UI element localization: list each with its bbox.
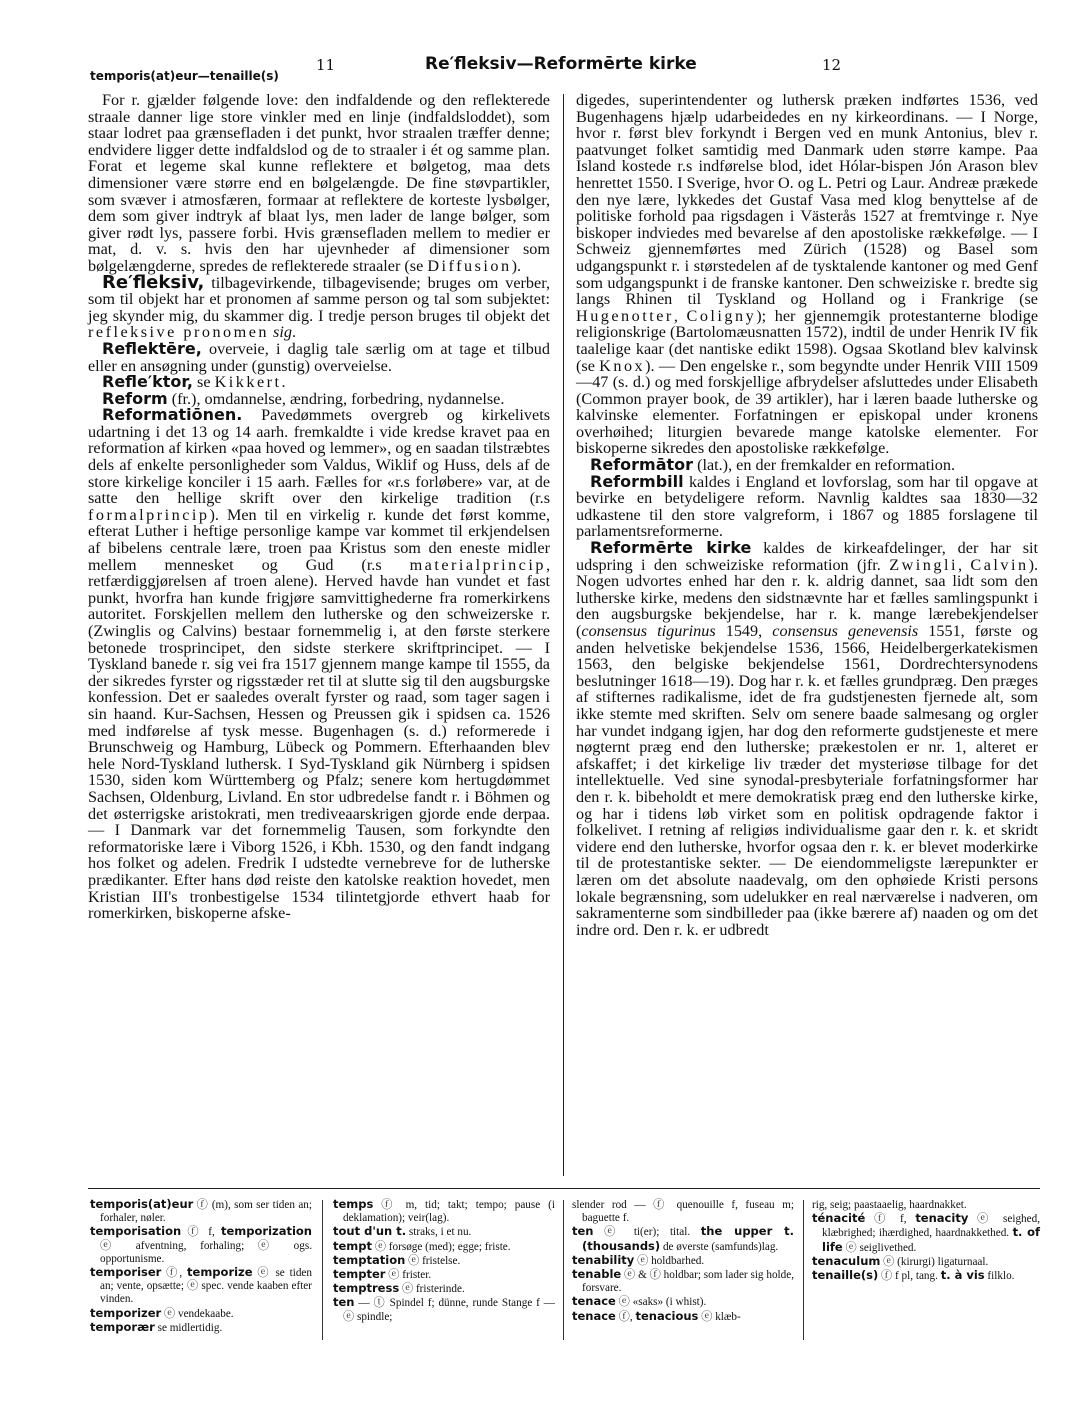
headword: Re′fleksiv, <box>102 271 205 293</box>
footnote-entry: temporær se midlertidig. <box>90 1319 223 1334</box>
footnote-entry: temptation ⓔ fristelse. <box>333 1252 461 1267</box>
headword: Reformātor <box>590 455 694 475</box>
footnote-entry: temporiser ⓕ, temporize ⓔ se tiden an; vente, opsætte; ⓔ spec. vende kaaben efter vinden. <box>90 1265 312 1306</box>
footnote-entry: ten ⓔ ti(er); tital. the upper t. (thousands) de øverste (samfunds)lag. <box>572 1224 794 1253</box>
catchword: temporis(at)eur—tenaille(s) <box>90 69 279 83</box>
footnote-entry: temptress ⓔ fristerinde. <box>333 1281 465 1296</box>
headword: Reformērte kirke <box>590 538 752 558</box>
page-number-left: 11 <box>316 56 336 74</box>
footnote-entry: temporisation ⓕ f, temporization ⓔ afventning, forhaling; ⓔ ogs. opportunisme. <box>90 1224 312 1265</box>
footnote-column-2 <box>333 1198 555 1324</box>
headword: Reform <box>102 388 168 408</box>
entry-reflektor: Refle′ktor, se Kikkert. <box>102 372 286 392</box>
footnote-entry: tempter ⓔ frister. <box>333 1267 432 1282</box>
footnote-column-4 <box>812 1198 1040 1283</box>
cross-reference: Coligny <box>686 306 757 325</box>
cross-reference: Zwingli <box>889 555 958 574</box>
entry-continuation: digedes, superintendenter og luthersk præken indførtes 1536, ved Bugenhagens hjælp udarbeidedes en ny kirkeordinans. — I Norge, hvor r. først blev forkyndt i Bergen ved en munk Antonius, blev r. paatvunget folket samtidig med Danmark uden større kampe. Paa Island kostede r.s indførelse blod, idet Hólar-bispen Jón Arason blev henrettet 1550. I Sverige, hvor O. og L. Petri og Laur. Andreæ prækede den nye lære, lykkedes det Gustaf Vasa med klog benyttelse af de politiske forhold paa rigsdagen i Västerås 1527 at fremtvinge r. Nye biskoper indviedes med bevarelse af den apostoliske rækkefølge. — I Schweiz gjennemførtes med Zürich (1528) og Basel som udgangspunkt r. i størstedelen af de tysktalende kantoner og med Genf som udgangspunkt i de franske kantoner. Den schweiziske r. bredte sig langs Rhinen til Tyskland og Holland og i Frankrige (se Hugenotter, Coligny); her gjennemgik protestanterne blodige religionskrige (Bartolomæusnatten 1572), indtil de under Henrik IV fik taalelige kaar (det nantiske edikt 1598). Ogsaa Skotland blev kalvinsk (se Knox). — Den engelske r., som begyndte under Henrik VIII 1509—47 (s. d.) og med forskjellige afbrydelser afsluttedes under Elisabeth (Common prayer book, de 39 artikler), har i læren baade lutherske og kalvinske elementer. Forfatningen er episkopal under kronens overhøihed; liturgien bevarede mange katolske elementer. For biskoperne sikredes den apostoliske rækkefølge. <box>576 91 1039 458</box>
footnote-entry: temporizer ⓔ vendekaabe. <box>90 1305 234 1320</box>
term: materialprincip <box>409 555 546 574</box>
footnote-entry: temporis(at)eur ⓕ (m), som ser tiden an; forhaler, nøler. <box>90 1197 312 1225</box>
entry-reformator: Reformātor (lat.), en der fremkalder en reformation. <box>590 455 956 475</box>
entry-reflektere: Reflektēre, overveie, i daglig tale særlig om at tage et tilbud eller en ansøgning under (gunstig) overveielse. <box>88 338 550 375</box>
footnote-column-1 <box>90 1198 312 1335</box>
page-number-right: 12 <box>822 56 842 74</box>
footnote-entry: ten — ⓣ Spindel f; dünne, runde Stange f — ⓔ spindle; <box>333 1295 555 1323</box>
footnote-divider <box>803 1200 804 1340</box>
footnote-entry: tenace ⓔ «saks» (i whist). <box>572 1294 707 1309</box>
term: formalprincip <box>88 505 210 524</box>
entry-reform: Reform (fr.), omdannelse, ændring, forbedring, nydannelse. <box>102 388 505 408</box>
footnote-entry: tenable ⓔ & ⓕ holdbar; som lader sig holde, forsvare. <box>572 1267 794 1295</box>
cross-reference: Kikkert <box>214 373 282 392</box>
running-head: Re′fleksiv—Reformērte kirke <box>425 54 697 74</box>
entry-continuation: For r. gjælder følgende love: den indfaldende og den reflekterede straale danner lige store vinkler med en linje (indfaldsloddet), som staar lodret paa grænsefladen i det punkt, hvor straalen træffer denne; endvidere ligger dette indfaldslod og de to straaler i ét og samme plan. Forat et legeme skal kunne reflektere et bølgetog, maa dets dimensioner være større end en bølgelængde. De fine støvpartikler, som svæver i atmosfæren, formaar at reflektere de korteste lysbølger, dem som giver indtryk af blaat lys, men lader de lange bølger, som giver rødt lys, passere forbi. Hvis grænsefladen mellem to medier er mat, d. v. s. hvis den har ujevnheder af dimensioner som bølgelængderne, spredes de reflekterede straaler (se Diffusion). <box>88 91 550 275</box>
left-column <box>88 92 550 922</box>
headword: Reformbill <box>590 471 684 491</box>
headword: Refle′ktor, <box>102 372 193 392</box>
headword: Reformatiōnen. <box>102 405 243 425</box>
cross-reference: refleksive pronomen <box>88 323 269 342</box>
entry-reformbill: Reformbill kaldes i England et lovforslag, som har til opgave at bevirke en betydeligere reform. Navnlig kaldtes saa 1830—32 udkastene til den store valgreform, i 1867 og 1885 forslagene til parlamentsreformerne. <box>576 471 1038 541</box>
column-divider <box>563 94 564 1176</box>
footnote-entry: slender rod — ⓕ quenouille f, fuseau m; baguette f. <box>572 1199 794 1225</box>
footnote-entry: ténacité ⓕ f, tenacity ⓔ seighed, klæbrighed; ihærdighed, haardnakkethed. t. of life ⓔ seiglivethed. <box>812 1211 1040 1254</box>
cross-reference: Knox <box>599 356 646 375</box>
footnote-column-3 <box>572 1198 794 1324</box>
footnote-entry: temps ⓕ m, tid; takt; tempo; pause (i deklamation); veir(lag). <box>333 1197 555 1225</box>
headword: Reflektēre, <box>102 338 202 358</box>
cross-reference: Hugenotter <box>576 306 674 325</box>
right-column <box>576 92 1038 938</box>
footnote-divider <box>322 1200 323 1340</box>
entry-reformerte-kirke: Reformērte kirke kaldes de kirkeafdelinger, der har sit udspring i den schweiziske reformation (jfr. Zwingli, Calvin). Nogen udvortes enhed har den r. k. aldrig dannet, saa lidt som den lutherske kirke, medens den sidstnævnte har et fælles samlingspunkt i den augsburgske bekjendelse, har r. k. mange lærebekjendelser (consensus tigurinus 1549, consensus genevensis 1551, første og anden helvetiske bekjendelse 1536, 1566, Heidelbergerkatekismen 1563, den belgiske bekjendelse 1561, Dordrechtersynodens beslutninger 1618—19). Dog har r. k. et fælles grundpræg. Den præges af stifternes radikalisme, idet de fra gudstjenesten fjernede alt, som ikke stemte med skriften. Selv om senere baade salmesang og orgler har vundet indgang igjen, har dog den reformerte gudstjeneste et mere nøgternt præg end den lutherske; prækestolen er nr. 1, alteret er afskaffet; i det kirkelige liv træder det mysteriøse tilbage for det intellektuelle. Ved sine synodal-presbyteriale forfatningsformer har den r. k. bibeholdt et mere demokratisk præg end den lutherske kirke, og har i tidens løb virket som en politisk opdragende faktor i folkelivet. I retning af religiøs individualisme gaar den r. k. et skridt videre end den lutherske, hvorfor ogsaa den r. k. er blevet moderkirke til de protestantiske sekter. — De eiendommeligste lærepunkter er læren om det absolute naadevalg, om den ophøiede Kristi persons lokale begrænsning, som udelukker en real nærværelse i nadveren, om sakramenterne som sindbilleder paa (ikke bærere af) naaden og om det indre ord. Den r. k. er udbredt <box>576 538 1039 939</box>
footnote-entry: rig, seig; paastaaelig, haardnakket. <box>812 1199 967 1211</box>
footnote-entry: tenability ⓔ holdbarhed. <box>572 1252 705 1267</box>
cross-reference: Diffusion <box>427 256 512 275</box>
footnote-entry: tenaille(s) ⓕ f pl, tang. t. à vis filklo. <box>812 1268 1015 1283</box>
footnote-divider <box>563 1200 564 1340</box>
footnote-rule <box>88 1188 1040 1189</box>
footnote-entry: tenace ⓕ, tenacious ⓔ klæb- <box>572 1308 741 1323</box>
entry-reformationen: Reformatiōnen. Pavedømmets overgreb og kirkelivets udartning i det 13 og 14 aarh. fremkaldte i vide kredse kravet paa en reformation af kirken «paa hoved og lemmer», og en saadan tilstræbtes dels af enkelte personligheder som Valdus, Wiklif og Huss, dels af de store kirkelige konciler i 15 aarh. Fælles for «r.s forløbere» var, at de satte den hellige skrift over den kirkelige tradition (r.s formalprincip). Men til en virkelig r. kunde det først komme, efterat Luther i heftige personlige kampe var kommet til erkjendelsen af bibelens centrale lære, troen paa Kristus som den eneste midler mellem mennesket og Gud (r.s materialprincip, retfærdiggjørelsen af troen alene). Herved havde han vundet et fast punkt, hvorfra han kunde frigjøre samvittighederne fra romerkirkens autoritet. Forskjellen mellem den lutherske og den schweizerske r. (Zwinglis og Calvins) bestaar fornemmelig i, at den første sterkere betonede trosprincipet, den sidste sterkere skriftprincipet. — I Tyskland banede r. sig vei fra 1517 gjennem mange kampe til 1555, da der sikredes fyrster og rigsstæder ret til at slutte sig til den augsburgske konfession. Det er saaledes overalt fyrster og raad, som tager sagen i sin haand. Kur-Sachsen, Hessen og Preussen gik i spidsen ca. 1526 med indførelse af tysk messe. Bugenhagen (s. d.) reformerede i Brunschweig og Hamburg, Lübeck og Pommern. Efterhaanden blev hele Nord-Tyskland luthersk. I Syd-Tyskland gik Nürnberg i spidsen 1530, siden kom Württemberg og Pfalz; senere kom hertugdømmet Sachsen, Oldenburg, Livland. En stor udbredelse fandt r. i Böhmen og det østerrigske aristokrati, men trediveaarskrigen gjorde ende derpaa. — I Danmark var det fornemmelig Tausen, som forkyndte den reformatoriske lære i Viborg 1526, i Kbh. 1530, og den fandt indgang hos folket og adelen. Fredrik I udstedte vernebreve for de lutherske prædikanter. Efter hans død reiste den katolske reaktion hovedet, men Kristian III's tronbestigelse 1534 tilintetgjorde ethvert haab for romerkirken, biskoperne afske- <box>88 405 550 923</box>
footnote-entry: tout d'un t. straks, i et nu. <box>333 1224 472 1239</box>
footnote-entry: tenaculum ⓔ (kirurgi) ligaturnaal. <box>812 1253 989 1268</box>
footnote-entry: tempt ⓔ forsøge (med); egge; friste. <box>333 1238 511 1253</box>
cross-reference: Calvin <box>970 555 1029 574</box>
entry-refleksiv: Re′fleksiv, tilbagevirkende, tilbagevisende; bruges om verber, som til objekt har et pronomen af samme person og tal som subjektet: jeg skynder mig, du skammer dig. I tredje person bruges til objekt det refleksive pronomen sig. <box>88 271 550 342</box>
